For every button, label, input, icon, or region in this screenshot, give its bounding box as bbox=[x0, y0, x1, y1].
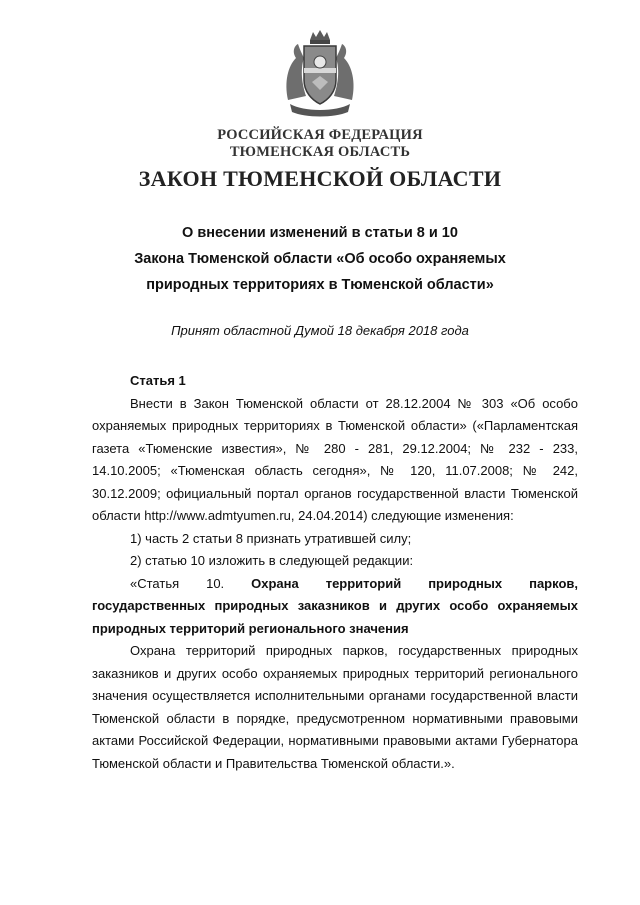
list-item: 2) статью 10 изложить в следующей редакции: bbox=[130, 553, 414, 568]
article-intro-paragraph: Внести в Закон Тюменской области от 28.12.2004 № 303 «Об особо охраняемых природных территориях в Тюменской области» («Парламентская газета «Тюменские известия», № 280 - 281, 29.12.2004; № 232 - 233, 14.10.2005; «Тюменская область сегодня», № 120, 11.07.2008; № 242, 30.12.2009; официальный портал органов государственной власти Тюменской области http://www.admtyumen.ru, 24.04.2014) следующие изменения: bbox=[92, 395, 578, 523]
law-title-line-3: природных территориях в Тюменской области» bbox=[146, 277, 494, 293]
article-1 bbox=[92, 370, 578, 775]
quoted-article-text: Охрана территорий природных парков, государственных природных заказников и других особо охраняемых природных территорий регионального значения осуществляется исполнительными органами государственной власти Тюменской области в порядке, предусмотренном нормативными правовыми актами Российской Федерации, нормативными правовыми актами Губернатора Тюменской области и Правительства Тюменской области.». bbox=[92, 643, 578, 771]
adoption-note: Принят областной Думой 18 декабря 2018 года bbox=[171, 323, 469, 338]
law-title-line-1: О внесении изменений в статьи 8 и 10 bbox=[182, 225, 458, 241]
quoted-article-heading bbox=[92, 573, 578, 641]
region-heading: ТЮМЕНСКАЯ ОБЛАСТЬ bbox=[229, 144, 411, 160]
quoted-article-number: «Статья 10. bbox=[130, 575, 252, 591]
quoted-article-title: Охрана территорий природных парков, государственных природных заказников и других особо охраняемых природных территорий регионального значения bbox=[92, 575, 578, 636]
law-title-line-2: Закона Тюменской области «Об особо охраняемых bbox=[134, 251, 506, 267]
article-heading: Статья 1 bbox=[130, 373, 186, 388]
coat-of-arms-icon bbox=[282, 30, 358, 120]
country-heading: РОССИЙСКАЯ ФЕДЕРАЦИЯ bbox=[217, 127, 423, 143]
document-type-heading: ЗАКОН ТЮМЕНСКОЙ ОБЛАСТИ bbox=[138, 166, 502, 191]
list-item: 1) часть 2 статьи 8 признать утратившей силу; bbox=[130, 530, 412, 546]
